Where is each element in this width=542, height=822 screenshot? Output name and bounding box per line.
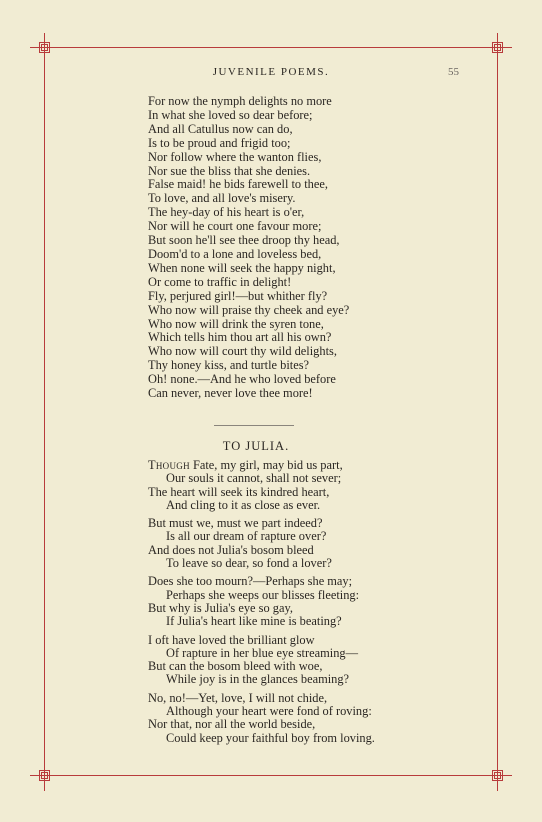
poem-line: Doom'd to a lone and loveless bed,	[148, 246, 322, 261]
poem-line: For now the nymph delights no more	[148, 94, 332, 108]
poem-line: Does she too mourn?—Perhaps she may;	[148, 574, 353, 589]
poem-line: Nor will he court one favour more;	[148, 219, 322, 234]
poem-line: And does not Julia's bosom bleed	[148, 542, 314, 557]
corner-ornament-bottom-left	[34, 765, 56, 787]
poem-line: If Julia's heart like mine is beating?	[166, 614, 342, 629]
poem-to-julia	[148, 459, 375, 745]
poem-line	[148, 459, 375, 472]
page-number: 55	[448, 66, 459, 78]
poem-line: Could keep your faithful boy from loving.	[166, 730, 375, 745]
poem-line: Who now will drink the syren tone,	[148, 316, 324, 331]
poem-line: The hey-day of his heart is o'er,	[148, 205, 305, 220]
first-line-rest: Fate, my girl, may bid us part,	[189, 458, 343, 472]
poem-line: Who now will court thy wild delights,	[148, 344, 337, 359]
poem-line: Is to be proud and frigid too;	[148, 135, 291, 150]
frame-left-rule	[44, 33, 45, 791]
frame-bottom-rule	[30, 775, 512, 776]
section-divider	[214, 425, 294, 426]
poem-line: Of rapture in her blue eye streaming—	[166, 645, 358, 660]
poem-line: Can never, never love thee more!	[148, 386, 313, 401]
poem-line: Although your heart were fond of roving:	[166, 704, 372, 719]
poem-line: The heart will seek its kindred heart,	[148, 484, 330, 499]
poem-line: Our souls it cannot, shall not sever;	[166, 471, 342, 486]
poem-line: But must we, must we part indeed?	[148, 516, 323, 531]
poem-line: In what she loved so dear before;	[148, 107, 313, 122]
page-header	[0, 66, 542, 84]
poem-line: While joy is in the glances beaming?	[166, 672, 350, 687]
poem-line: Which tells him thou art all his own?	[148, 330, 332, 345]
poem-line: When none will seek the happy night,	[148, 260, 336, 275]
poem-line: No, no!—Yet, love, I will not chide,	[148, 690, 328, 705]
corner-ornament-bottom-right	[487, 765, 509, 787]
poem-line: Thy honey kiss, and turtle bites?	[148, 358, 310, 373]
frame-top-rule	[30, 47, 512, 48]
poem-line: Or come to traffic in delight!	[148, 274, 292, 289]
running-head: JUVENILE POEMS.	[212, 66, 330, 78]
corner-ornament-top-left	[34, 37, 56, 59]
poem-line: Fly, perjured girl!—but whither fly?	[148, 288, 328, 303]
poem-line: Nor that, nor all the world beside,	[148, 717, 316, 732]
poem-line: And cling to it as close as ever.	[166, 497, 321, 512]
poem-line: And all Catullus now can do,	[148, 121, 293, 136]
poem-line: Who now will praise thy cheek and eye?	[148, 302, 350, 317]
poem-title: TO JULIA.	[222, 439, 290, 453]
poem-line: False maid! he bids farewell to thee,	[148, 177, 328, 192]
poem-line: I oft have loved the brilliant glow	[148, 632, 315, 647]
poem-line: Oh! none.—And he who loved before	[148, 372, 336, 387]
poem-line: Nor follow where the wanton flies,	[148, 149, 322, 164]
frame-right-rule	[497, 33, 498, 791]
poem-continued	[148, 95, 349, 401]
poem-line: Is all our dream of rapture over?	[166, 529, 327, 544]
poem-line: To leave so dear, so fond a lover?	[166, 556, 332, 571]
poem-line: But can the bosom bleed with woe,	[148, 659, 323, 674]
poem-line: To love, and all love's misery.	[148, 191, 296, 206]
poem-line: Perhaps she weeps our blisses fleeting:	[166, 587, 360, 602]
poem-line: Nor sue the bliss that she denies.	[148, 163, 311, 178]
corner-ornament-top-right	[487, 37, 509, 59]
drop-word: Though	[148, 458, 190, 472]
poem-line: But soon he'll see thee droop thy head,	[148, 233, 340, 248]
poem-line: But why is Julia's eye so gay,	[148, 600, 293, 615]
